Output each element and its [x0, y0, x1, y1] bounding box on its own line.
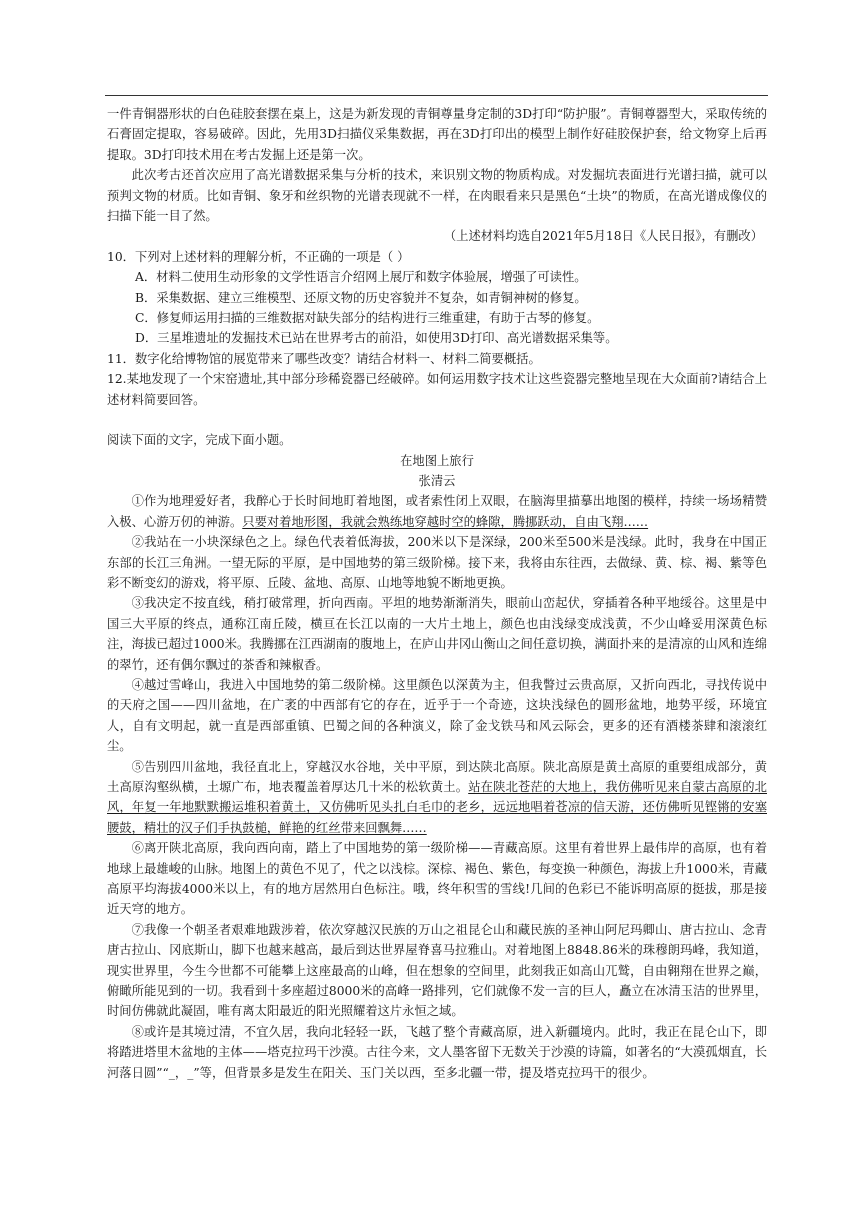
essay-paragraph-3: ③我决定不按直线，稍打破常理，折向西南。平坦的地势渐渐消失，眼前山峦起伏，穿插着各种平地绥谷。这里是中国三大平原的终点，通称江南丘陵，横亘在长江以南的一大片土地上，颜色也由浅绿变成浅黄，不少山峰妥用深黄色标注，海拔已超过1000米。我腾挪在江西湖南的腹地上，在庐山井冈山衡山之间任意切换，满面扑来的是清凉的山风和连绵的翠竹，还有偶尔飘过的茶香和辣椒香。: [107, 596, 767, 672]
essay-paragraph-7: ⑦我像一个朝圣者艰难地跋涉着，依次穿越汉民族的万山之祖昆仑山和藏民族的圣神山阿尼玛卿山、唐古拉山、念青唐古拉山、冈底斯山，脚下也越来越高，最后到达世界屋脊喜马拉雅山。对着地图上8848.86米的珠穆朗玛峰，我知道，现实世界里，今生今世都不可能攀上这座最高的山峰，但在想象的空间里，此刻我正如高山兀鹫，自由翱翔在世界之巅，俯瞰所能见到的一切。我看到十多座超过8000米的高峰一路排列，它们就像不发一言的巨人，矗立在冰清玉洁的世界里，时间仿佛就此凝固，唯有离太阳最近的阳光照耀着这片永恒之域。: [107, 922, 767, 1019]
question-11: 11．数字化给博物馆的展览带来了哪些改变？请结合材料一、材料二简要概括。: [107, 351, 541, 366]
source-note: （上述材料均选自2021年5月18日《人民日报》，有删改）: [443, 229, 763, 244]
essay-paragraph-1: [107, 491, 767, 532]
question-10-stem: 10．下列对上述材料的理解分析，不正确的一项是（ ）: [107, 249, 410, 264]
underlined-sentence: 站在陕北苍茫的大地上，我仿佛听见来自蒙古高原的北风，年复一年地默默搬运堆积着黄土，又仿佛听见头扎白毛巾的老乡，远远地唱着苍凉的信天游，还仿佛听见铿锵的安塞腰鼓，精壮的汉子们手执鼓槌，鲜艳的红丝带来回飘舞……: [107, 780, 767, 835]
essay-text: ①作为地理爱好者，我醉心于长时间地盯着地图，或者索性闭上双眼，在脑海里描摹出地图的模样，持续一场场精赞入极、心游万仞的神游。: [107, 494, 767, 529]
reading-intro: 阅读下面的文字，完成下面小题。: [107, 433, 292, 448]
underlined-sentence: 只要对着地形图，我就会熟练地穿越时空的蜂隙，腾挪跃动，自由飞翔……: [242, 514, 649, 529]
essay-text: ⑤告别四川盆地，我径直北上，穿越汉水谷地，关中平原，到达陕北高原。陕北高原是黄土高原的重要组成部分，黄土高原沟壑纵横，土塬广布，地表覆盖着厚达几十米的松软黄土。: [107, 759, 767, 794]
question-10-option-c: C．修复师运用扫描的三维数据对缺失部分的结构进行三维重建，有助于古琴的修复。: [135, 311, 600, 326]
header-rule: [105, 95, 768, 96]
question-10-option-d: D．三星堆遗址的发掘技术已站在世界考古的前沿，如使用3D打印、高光谱数据采集等。: [135, 331, 618, 346]
question-10-option-b: B．采集数据、建立三维模型、还原文物的历史容貌并不复杂，如青铜神树的修复。: [135, 290, 587, 305]
question-12: 12.某地发现了一个宋窑遗址,其中部分珍稀瓷器已经破碎。如何运用数字技术让这些瓷器完整地呈现在大众面前?请结合上述材料简要回答。: [107, 372, 767, 407]
question-10-option-a: A．材料二使用生动形象的文学性语言介绍网上展厅和数字体验展，增强了可读性。: [135, 270, 587, 285]
material-paragraph: 此次考古还首次应用了高光谱数据采集与分析的技术，来识别文物的物质构成。对发掘坑表面进行光谱扫描，就可以预判文物的材质。比如青铜、象牙和丝织物的光谱表现就不一样，在肉眼看来只是黑色“土块”的物质，在高光谱成像仪的扫描下能一目了然。: [107, 168, 767, 224]
essay-paragraph-4: ④越过雪峰山，我进入中国地势的第二级阶梯。这里颜色以深黄为主，但我瞥过云贵高原，又折向西北，寻找传说中的天府之国——四川盆地，在广袤的中西部有它的存在，近乎于一个奇迹，这块浅绿色的圆形盆地，地势平绥，环境宜人，自有文明起，就一直是西部重镇、巴蜀之间的各种演义，除了金戈铁马和风云际会，更多的还有酒楼茶肆和滚滚红尘。: [107, 677, 767, 754]
essay-author: 张清云: [418, 473, 456, 488]
essay-paragraph-2: ②我站在一小块深绿色之上。绿色代表着低海拔，200米以下是深绿，200米至500米是浅绿。此时，我身在中国正东部的长江三角洲。一望无际的平原，是中国地势的第三级阶梯。接下来，我将由东往西，去做绿、黄、棕、褐、紫等色彩不断变幻的游戏，将平原、丘陵、盆地、高原、山地等地貌不断地更换。: [107, 535, 767, 590]
section-gap: [107, 410, 767, 430]
document-body: [107, 104, 767, 1083]
essay-paragraph-5: [107, 757, 767, 839]
essay-title: 在地图上旅行: [400, 453, 474, 468]
essay-paragraph-8: ⑧或许是其境过清，不宜久居，我向北轻轻一跃，飞越了整个青藏高原，进入新疆境内。此时，我正在昆仑山下，即将踏进塔里木盆地的主体——塔克拉玛干沙漠。古往今来，文人墨客留下无数关于沙漠的诗篇，如著名的“大漠孤烟直，长河落日圆”“_，_”等，但背景多是发生在阳关、玉门关以西，至多北疆一带，提及塔克拉玛干的很少。: [107, 1024, 767, 1080]
essay-paragraph-6: ⑥离开陕北高原，我向西向南，踏上了中国地势的第一级阶梯——青藏高原。这里有着世界上最伟岸的高原，也有着地球上最雄峻的山脉。地图上的黄色不见了，代之以浅棕。深棕、褐色、紫色，每变换一种颜色，海拔上升1000米，青藏高原平均海拔4000米以上，有的地方居然用白色标注。哦，终年积雪的雪线!几间的色彩已不能诉明高原的挺拔，那是接近天穹的地方。: [107, 841, 767, 917]
material-paragraph: 一件青铜器形状的白色硅胶套摆在桌上，这是为新发现的青铜尊量身定制的3D打印“防护服”。青铜尊器型大，采取传统的石膏固定提取，容易破碎。因此，先用3D扫描仪采集数据，再在3D打印出的模型上制作好硅胶保护套，给文物穿上后再提取。3D打印技术用在考古发掘上还是第一次。: [107, 107, 767, 162]
